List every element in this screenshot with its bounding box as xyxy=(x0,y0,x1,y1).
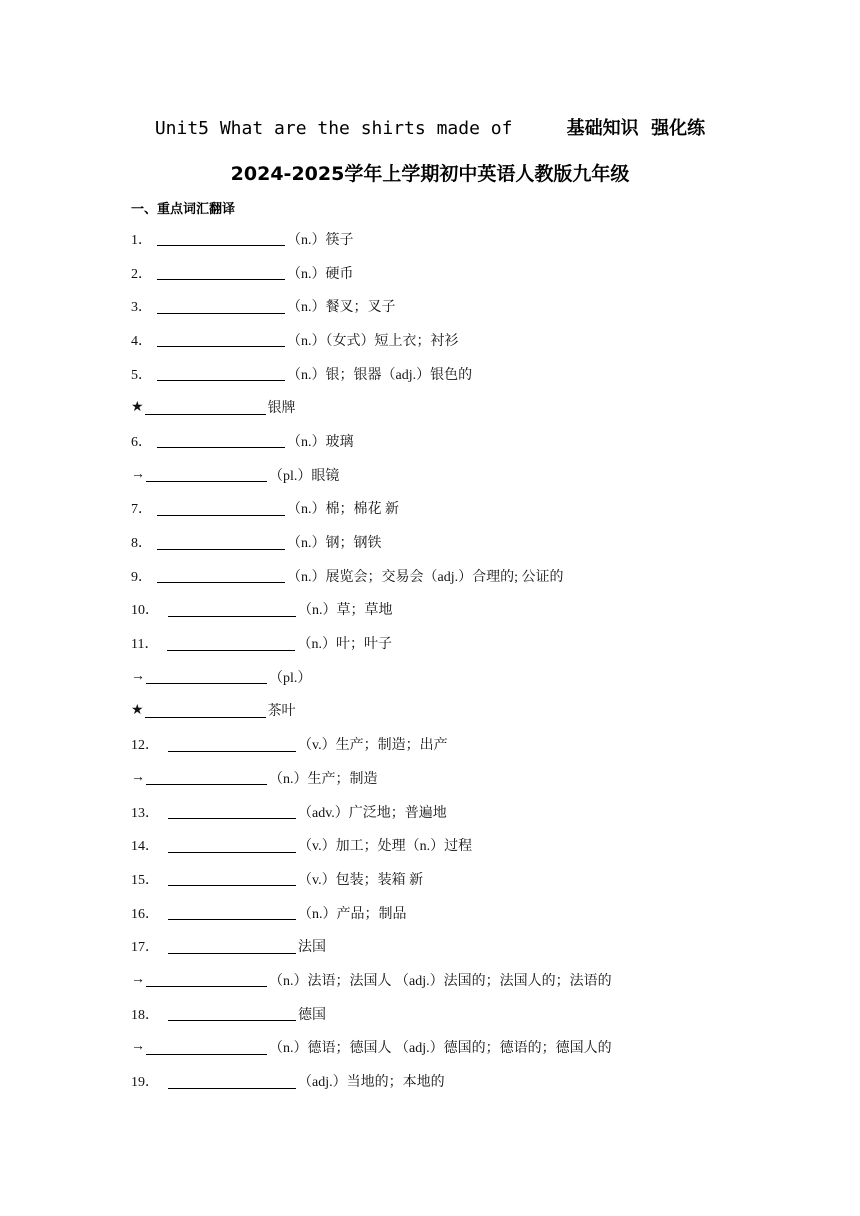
item-number: 11． xyxy=(131,637,159,653)
vocab-item xyxy=(131,458,771,492)
answer-blank[interactable] xyxy=(157,299,285,314)
item-gloss: （adj.）当地的；本地的 xyxy=(298,1075,445,1091)
extension-star: ★ xyxy=(131,399,144,415)
answer-blank[interactable] xyxy=(168,1074,296,1089)
item-gloss: （n.）产品；制品 xyxy=(298,906,407,922)
item-gloss: （n.）棉；棉花 新 xyxy=(287,502,399,518)
item-gloss: （pl.） xyxy=(269,670,312,686)
derivative-arrow: → xyxy=(131,1039,145,1055)
answer-blank[interactable] xyxy=(168,838,296,853)
vocab-item xyxy=(131,525,771,559)
vocab-item xyxy=(131,963,771,997)
answer-blank[interactable] xyxy=(168,602,296,617)
item-gloss: （n.）硬币 xyxy=(287,266,354,282)
item-gloss: （pl.）眼镜 xyxy=(269,468,340,484)
derivative-arrow: → xyxy=(131,769,145,785)
derivative-arrow: → xyxy=(131,668,145,684)
vocab-item xyxy=(131,222,771,256)
vocab-item xyxy=(131,593,771,627)
item-number: 7． xyxy=(131,502,152,518)
vocab-item xyxy=(131,896,771,930)
answer-blank[interactable] xyxy=(157,568,285,583)
answer-blank[interactable] xyxy=(146,1040,267,1055)
title-english: Unit5 What are the shirts made of xyxy=(154,118,513,139)
item-number: 13． xyxy=(131,805,159,821)
answer-blank[interactable] xyxy=(168,1006,296,1021)
item-gloss: （v.）包装；装箱 新 xyxy=(298,872,424,888)
extension-star: ★ xyxy=(131,702,144,718)
answer-blank[interactable] xyxy=(146,669,267,684)
vocab-item xyxy=(131,492,771,526)
vocabulary-list xyxy=(131,222,771,1098)
item-gloss: （v.）加工；处理（n.）过程 xyxy=(298,839,473,855)
answer-blank[interactable] xyxy=(157,366,285,381)
item-gloss: （n.）草；草地 xyxy=(298,603,393,619)
answer-blank[interactable] xyxy=(146,770,267,785)
item-gloss: （n.）（女式）短上衣；衬衫 xyxy=(287,333,459,349)
item-number: 1． xyxy=(131,232,152,248)
item-gloss: （v.）生产；制造；出产 xyxy=(298,738,448,754)
page-subtitle: 2024-2025学年上学期初中英语人教版九年级 xyxy=(230,163,630,185)
page-title xyxy=(0,114,860,140)
item-number: 12． xyxy=(131,738,159,754)
vocab-item xyxy=(131,1064,771,1098)
answer-blank[interactable] xyxy=(168,871,296,886)
answer-blank[interactable] xyxy=(168,905,296,920)
answer-blank[interactable] xyxy=(168,737,296,752)
vocab-item xyxy=(131,390,771,424)
title-chinese: 基础知识 强化练 xyxy=(566,118,706,139)
item-gloss: （n.）银；银器（adj.）银色的 xyxy=(287,367,473,383)
vocab-item xyxy=(131,256,771,290)
item-gloss: （n.）展览会；交易会（adj.）合理的; 公证的 xyxy=(287,569,564,585)
item-gloss: （n.）餐叉；叉子 xyxy=(287,300,396,316)
item-gloss: 法国 xyxy=(298,940,326,956)
item-gloss: （n.）法语；法国人 （adj.）法国的；法国人的；法语的 xyxy=(269,973,612,989)
vocab-item xyxy=(131,694,771,728)
vocab-item xyxy=(131,795,771,829)
answer-blank[interactable] xyxy=(157,265,285,280)
item-number: 10． xyxy=(131,603,159,619)
derivative-arrow: → xyxy=(131,971,145,987)
item-gloss: 银牌 xyxy=(267,401,296,417)
item-number: 15． xyxy=(131,872,159,888)
answer-blank[interactable] xyxy=(157,332,285,347)
vocab-item xyxy=(131,357,771,391)
item-gloss: （n.）筷子 xyxy=(287,232,354,248)
item-gloss: （n.）玻璃 xyxy=(287,434,354,450)
item-number: 16． xyxy=(131,906,159,922)
vocab-item xyxy=(131,929,771,963)
item-gloss: （n.）生产；制造 xyxy=(269,771,378,787)
vocab-item xyxy=(131,660,771,694)
answer-blank[interactable] xyxy=(168,939,296,954)
item-gloss: （n.）德语；德国人 （adj.）德国的；德语的；德国人的 xyxy=(269,1041,612,1057)
item-number: 2． xyxy=(131,266,152,282)
answer-blank[interactable] xyxy=(145,703,266,718)
answer-blank[interactable] xyxy=(157,231,285,246)
item-number: 3． xyxy=(131,300,152,316)
answer-blank[interactable] xyxy=(146,467,267,482)
item-number: 17． xyxy=(131,940,159,956)
vocab-item xyxy=(131,761,771,795)
vocab-item xyxy=(131,997,771,1031)
derivative-arrow: → xyxy=(131,466,145,482)
answer-blank[interactable] xyxy=(145,400,266,415)
answer-blank[interactable] xyxy=(168,804,296,819)
answer-blank[interactable] xyxy=(157,501,285,516)
vocab-item xyxy=(131,424,771,458)
vocab-item xyxy=(131,862,771,896)
answer-blank[interactable] xyxy=(157,535,285,550)
item-gloss: （n.）叶；叶子 xyxy=(297,637,392,653)
vocab-item xyxy=(131,289,771,323)
item-number: 18． xyxy=(131,1007,159,1023)
vocab-item xyxy=(131,727,771,761)
item-gloss: （n.）钢；钢铁 xyxy=(287,536,382,552)
item-number: 8． xyxy=(131,536,152,552)
answer-blank[interactable] xyxy=(146,972,267,987)
vocab-item xyxy=(131,1031,771,1065)
item-number: 9． xyxy=(131,569,152,585)
item-gloss: 德国 xyxy=(298,1007,326,1023)
answer-blank[interactable] xyxy=(167,636,295,651)
answer-blank[interactable] xyxy=(157,433,285,448)
item-number: 14． xyxy=(131,839,159,855)
vocab-item xyxy=(131,559,771,593)
item-number: 6． xyxy=(131,434,152,450)
section-heading: 一、重点词汇翻译 xyxy=(131,202,236,217)
vocab-item xyxy=(131,323,771,357)
item-number: 19． xyxy=(131,1075,159,1091)
vocab-item xyxy=(131,828,771,862)
vocab-item xyxy=(131,626,771,660)
item-number: 5． xyxy=(131,367,152,383)
item-number: 4． xyxy=(131,333,152,349)
item-gloss: （adv.）广泛地；普遍地 xyxy=(298,805,447,821)
item-gloss: 茶叶 xyxy=(267,704,296,720)
